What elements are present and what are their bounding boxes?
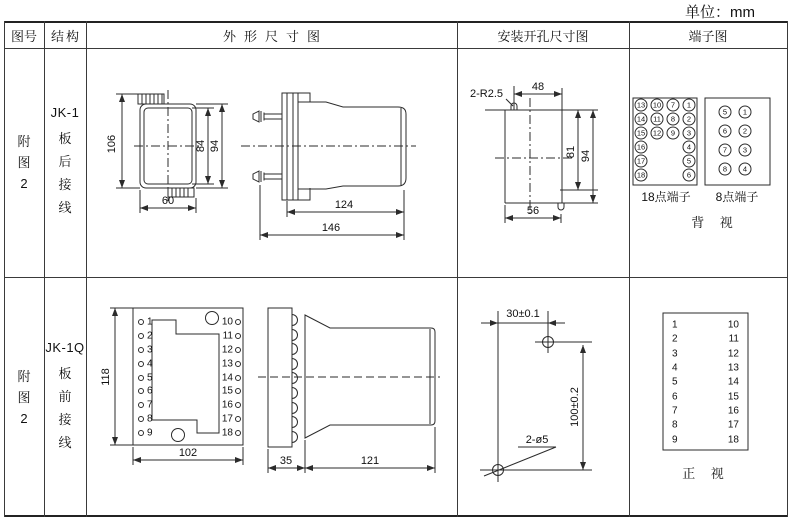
dim-118: 118 <box>100 368 112 386</box>
pin-num: 16 <box>221 399 233 411</box>
pin-num: 9 <box>147 427 153 439</box>
t18-pin: 3 <box>686 128 692 138</box>
pin-num: 11 <box>222 330 233 342</box>
term-num: 15 <box>727 391 739 403</box>
dim-100: 100±0.2 <box>569 387 581 427</box>
holes-label: 2-ø5 <box>525 434 549 446</box>
pin-num: 4 <box>147 358 153 370</box>
term-num: 14 <box>727 376 739 388</box>
term-num: 7 <box>672 405 678 417</box>
term-num: 10 <box>727 319 739 331</box>
jk1-outline-drawing <box>86 48 457 277</box>
t18-pin: 14 <box>636 114 646 124</box>
t18-pin: 6 <box>686 170 692 180</box>
term-num: 4 <box>672 362 678 374</box>
t18-pin: 10 <box>652 100 662 110</box>
header-install: 安装开孔尺寸图 <box>497 29 589 44</box>
t18-pin: 5 <box>686 156 692 166</box>
pin-num: 3 <box>147 344 153 356</box>
term-num: 13 <box>727 362 739 374</box>
dim-94b: 94 <box>580 149 592 163</box>
pin-num: 17 <box>221 413 233 425</box>
term-num: 3 <box>672 348 678 360</box>
structure-row2 <box>44 277 86 517</box>
t18-pin: 1 <box>686 100 692 110</box>
t8-pin: 4 <box>742 164 748 174</box>
pin-num: 1 <box>147 316 153 328</box>
t8-pin: 5 <box>722 107 728 117</box>
pin-num: 18 <box>221 427 233 439</box>
dim-56: 56 <box>526 205 540 217</box>
t18-pin: 16 <box>636 142 646 152</box>
jk1q-install-drawing <box>457 277 629 518</box>
fig-char: 2 <box>20 410 28 426</box>
fig-char: 2 <box>20 176 28 191</box>
term-num: 16 <box>727 405 739 417</box>
term-num: 1 <box>672 319 678 331</box>
t8-pin: 3 <box>742 145 748 155</box>
mounting-screw <box>253 111 282 122</box>
pin-num: 6 <box>147 385 153 397</box>
t18-pin: 12 <box>652 128 662 138</box>
fig-char: 图 <box>17 389 31 405</box>
header-outline: 外形尺寸图 <box>222 29 328 44</box>
pin-num: 12 <box>221 344 233 356</box>
dim-146: 146 <box>321 222 341 234</box>
t18-pin: 7 <box>670 100 676 110</box>
t18-pin: 17 <box>636 156 646 166</box>
pin-num: 13 <box>221 358 233 370</box>
header-fig-no: 图号 <box>10 29 37 44</box>
slot-label: 2-R2.5 <box>470 88 504 100</box>
header-terminal: 端子图 <box>688 29 728 44</box>
jk1q-outline-drawing <box>86 277 457 518</box>
header-structure: 结构 <box>50 29 81 44</box>
t8-pin: 8 <box>722 164 728 174</box>
t18-pin: 13 <box>636 100 646 110</box>
t8-pin: 1 <box>742 107 748 117</box>
t18-pin: 18 <box>636 170 646 180</box>
jk1q-side-view <box>258 308 440 473</box>
unit-label: 单位：mm <box>685 4 755 21</box>
pin-num: 10 <box>221 316 233 328</box>
dim-30: 30±0.1 <box>506 308 540 320</box>
dim-94: 94 <box>209 139 221 153</box>
t18-pin: 2 <box>686 114 692 124</box>
structure-row1 <box>44 48 86 277</box>
wiring-label: 板 前 接 线 <box>58 365 72 450</box>
term-num: 5 <box>672 376 678 388</box>
fig-char: 附 <box>17 134 31 149</box>
pin-num: 8 <box>147 413 153 425</box>
fig-char: 附 <box>17 368 31 384</box>
t8-pin: 2 <box>742 126 748 136</box>
dim-84: 84 <box>195 139 207 153</box>
jk1q-terminal-diagram <box>629 277 788 518</box>
pin-num: 7 <box>147 399 153 411</box>
term-num: 2 <box>672 333 678 345</box>
t18-pin: 8 <box>670 114 676 124</box>
model-label: JK-1Q <box>45 339 85 355</box>
term-num: 11 <box>728 333 739 345</box>
term-num: 17 <box>727 419 739 431</box>
view-label-front: 正 视 <box>682 466 730 481</box>
fig-no-row1 <box>4 48 44 277</box>
fig-no-row2 <box>4 277 44 517</box>
jk1-side-view <box>241 93 416 240</box>
dim-102: 102 <box>178 447 198 459</box>
pin-num: 2 <box>147 330 153 342</box>
t8-pin: 7 <box>722 145 728 155</box>
term-num: 8 <box>672 419 678 431</box>
t8-caption: 8点端子 <box>715 190 759 204</box>
dim-81: 81 <box>565 145 577 159</box>
term-num: 12 <box>727 348 739 360</box>
pin-num: 15 <box>221 385 233 397</box>
mounting-screw <box>253 171 282 182</box>
t18-caption: 18点端子 <box>641 190 691 204</box>
dim-60: 60 <box>161 195 175 207</box>
dim-121: 121 <box>360 455 380 467</box>
view-label-rear: 背 视 <box>691 215 739 230</box>
t18-pin: 11 <box>653 114 661 124</box>
t18-pin: 4 <box>686 142 692 152</box>
jk1-install-drawing <box>457 48 629 277</box>
model-label: JK-1 <box>50 105 80 120</box>
dim-48: 48 <box>531 81 545 93</box>
jk1-terminal-diagram <box>629 48 788 277</box>
pin-num: 5 <box>147 372 153 384</box>
term-num: 6 <box>672 391 678 403</box>
dim-106: 106 <box>106 134 118 154</box>
term-num: 9 <box>672 434 678 446</box>
pin-num: 14 <box>221 372 233 384</box>
t8-pin: 6 <box>722 126 728 136</box>
t18-pin: 15 <box>636 128 646 138</box>
dim-124: 124 <box>334 199 354 211</box>
fig-char: 图 <box>17 155 31 170</box>
terminal-8pt-box <box>705 98 770 185</box>
dim-35: 35 <box>279 455 293 467</box>
term-num: 18 <box>727 434 739 446</box>
wiring-label: 板 后 接 线 <box>58 131 72 215</box>
t18-pin: 9 <box>670 128 676 138</box>
